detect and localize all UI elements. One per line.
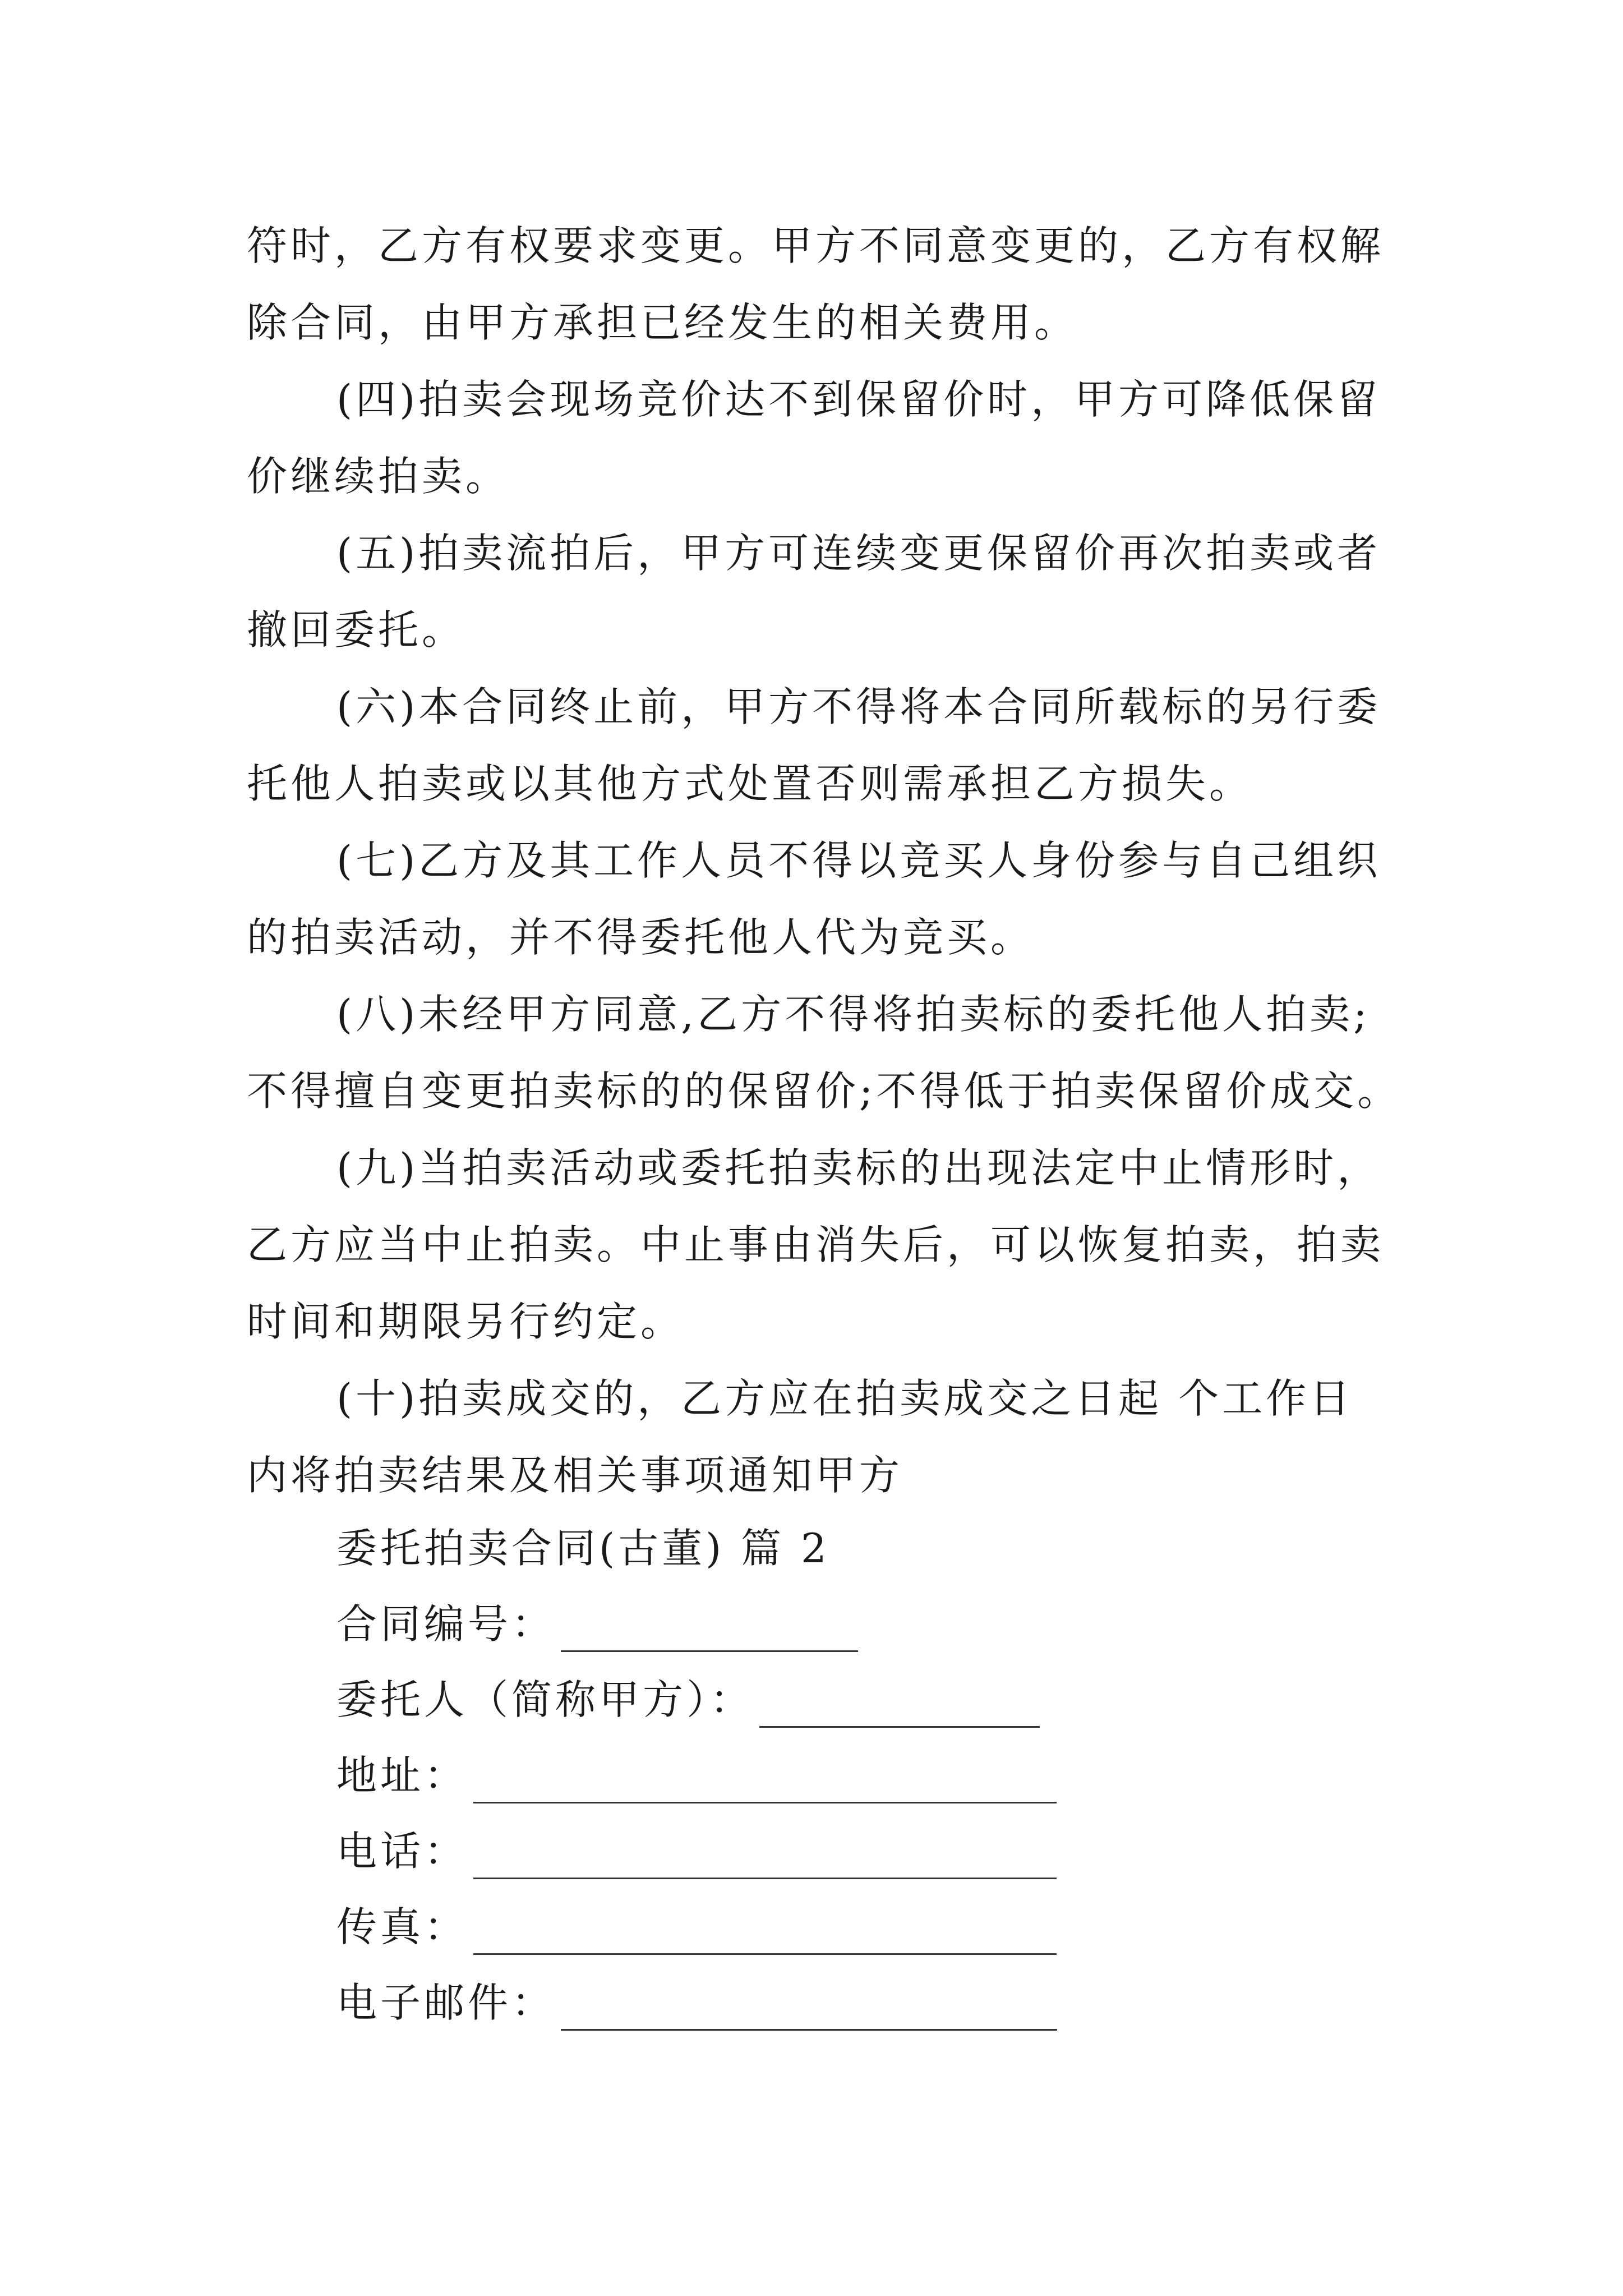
paragraph-line: (五)拍卖流拍后，甲方可连续变更保留价再次拍卖或者 (336, 530, 1381, 577)
paragraph-line: 的拍卖活动，并不得委托他人代为竞买。 (247, 914, 1035, 961)
phone-field (336, 1823, 1057, 1879)
paragraph-line: 托他人拍卖或以其他方式处置否则需承担乙方损失。 (247, 760, 1253, 807)
paragraph-line: 乙方应当中止拍卖。中止事由消失后，可以恢复拍卖，拍卖 (247, 1221, 1385, 1268)
email-blank[interactable] (561, 1984, 1057, 2031)
clause-10 (247, 1360, 1391, 1514)
principal-blank[interactable] (759, 1681, 1040, 1728)
paragraph-continuation (247, 208, 1391, 361)
address-blank[interactable] (473, 1757, 1057, 1803)
field-label: 电话： (336, 1828, 468, 1875)
clause-8 (247, 976, 1401, 1130)
paragraph-line: 除合同，由甲方承担已经发生的相关费用。 (247, 299, 1078, 346)
section-title-text: 委托拍卖合同(古董) 篇 2 (336, 1525, 830, 1572)
principal-field (336, 1672, 1040, 1728)
paragraph-line: (六)本合同终止前，甲方不得将本合同所载标的另行委 (336, 683, 1381, 730)
phone-blank[interactable] (473, 1833, 1057, 1879)
field-label: 电子邮件： (336, 1979, 556, 2026)
paragraph-line: 价继续拍卖。 (247, 453, 510, 500)
fax-blank[interactable] (473, 1908, 1057, 1955)
address-field (336, 1747, 1057, 1803)
paragraph-line: 时间和期限另行约定。 (247, 1298, 685, 1345)
paragraph-line: (八)未经甲方同意,乙方不得将拍卖标的委托他人拍卖; (336, 991, 1371, 1038)
contract-number-field (336, 1596, 858, 1652)
field-label: 委托人（简称甲方）： (336, 1676, 754, 1723)
clause-7 (247, 822, 1391, 976)
paragraph-line: (四)拍卖会现场竞价达不到保留价时，甲方可降低保留 (336, 376, 1381, 423)
section-title (336, 1520, 830, 1576)
clause-6 (247, 669, 1391, 822)
paragraph-line: (九)当拍卖活动或委托拍卖标的出现法定中止情形时， (336, 1144, 1381, 1191)
field-label: 地址： (336, 1752, 468, 1799)
paragraph-line: 符时，乙方有权要求变更。甲方不同意变更的，乙方有权解 (247, 222, 1385, 269)
paragraph-line: 内将拍卖结果及相关事项通知甲方 (247, 1452, 903, 1499)
clause-4 (247, 361, 1391, 515)
paragraph-line: 撤回委托。 (247, 606, 466, 654)
contract-number-blank[interactable] (561, 1605, 858, 1652)
fax-field (336, 1899, 1057, 1955)
field-label: 传真： (336, 1903, 468, 1950)
field-label: 合同编号： (336, 1600, 556, 1648)
paragraph-line: 不得擅自变更拍卖标的的保留价;不得低于拍卖保留价成交。 (247, 1068, 1401, 1115)
clause-5 (247, 515, 1391, 669)
clause-9 (247, 1130, 1391, 1360)
paragraph-line: (七)乙方及其工作人员不得以竞买人身份参与自己组织 (336, 837, 1381, 884)
paragraph-line: (十)拍卖成交的，乙方应在拍卖成交之日起 个工作日 (336, 1375, 1354, 1422)
email-field (336, 1975, 1057, 2031)
